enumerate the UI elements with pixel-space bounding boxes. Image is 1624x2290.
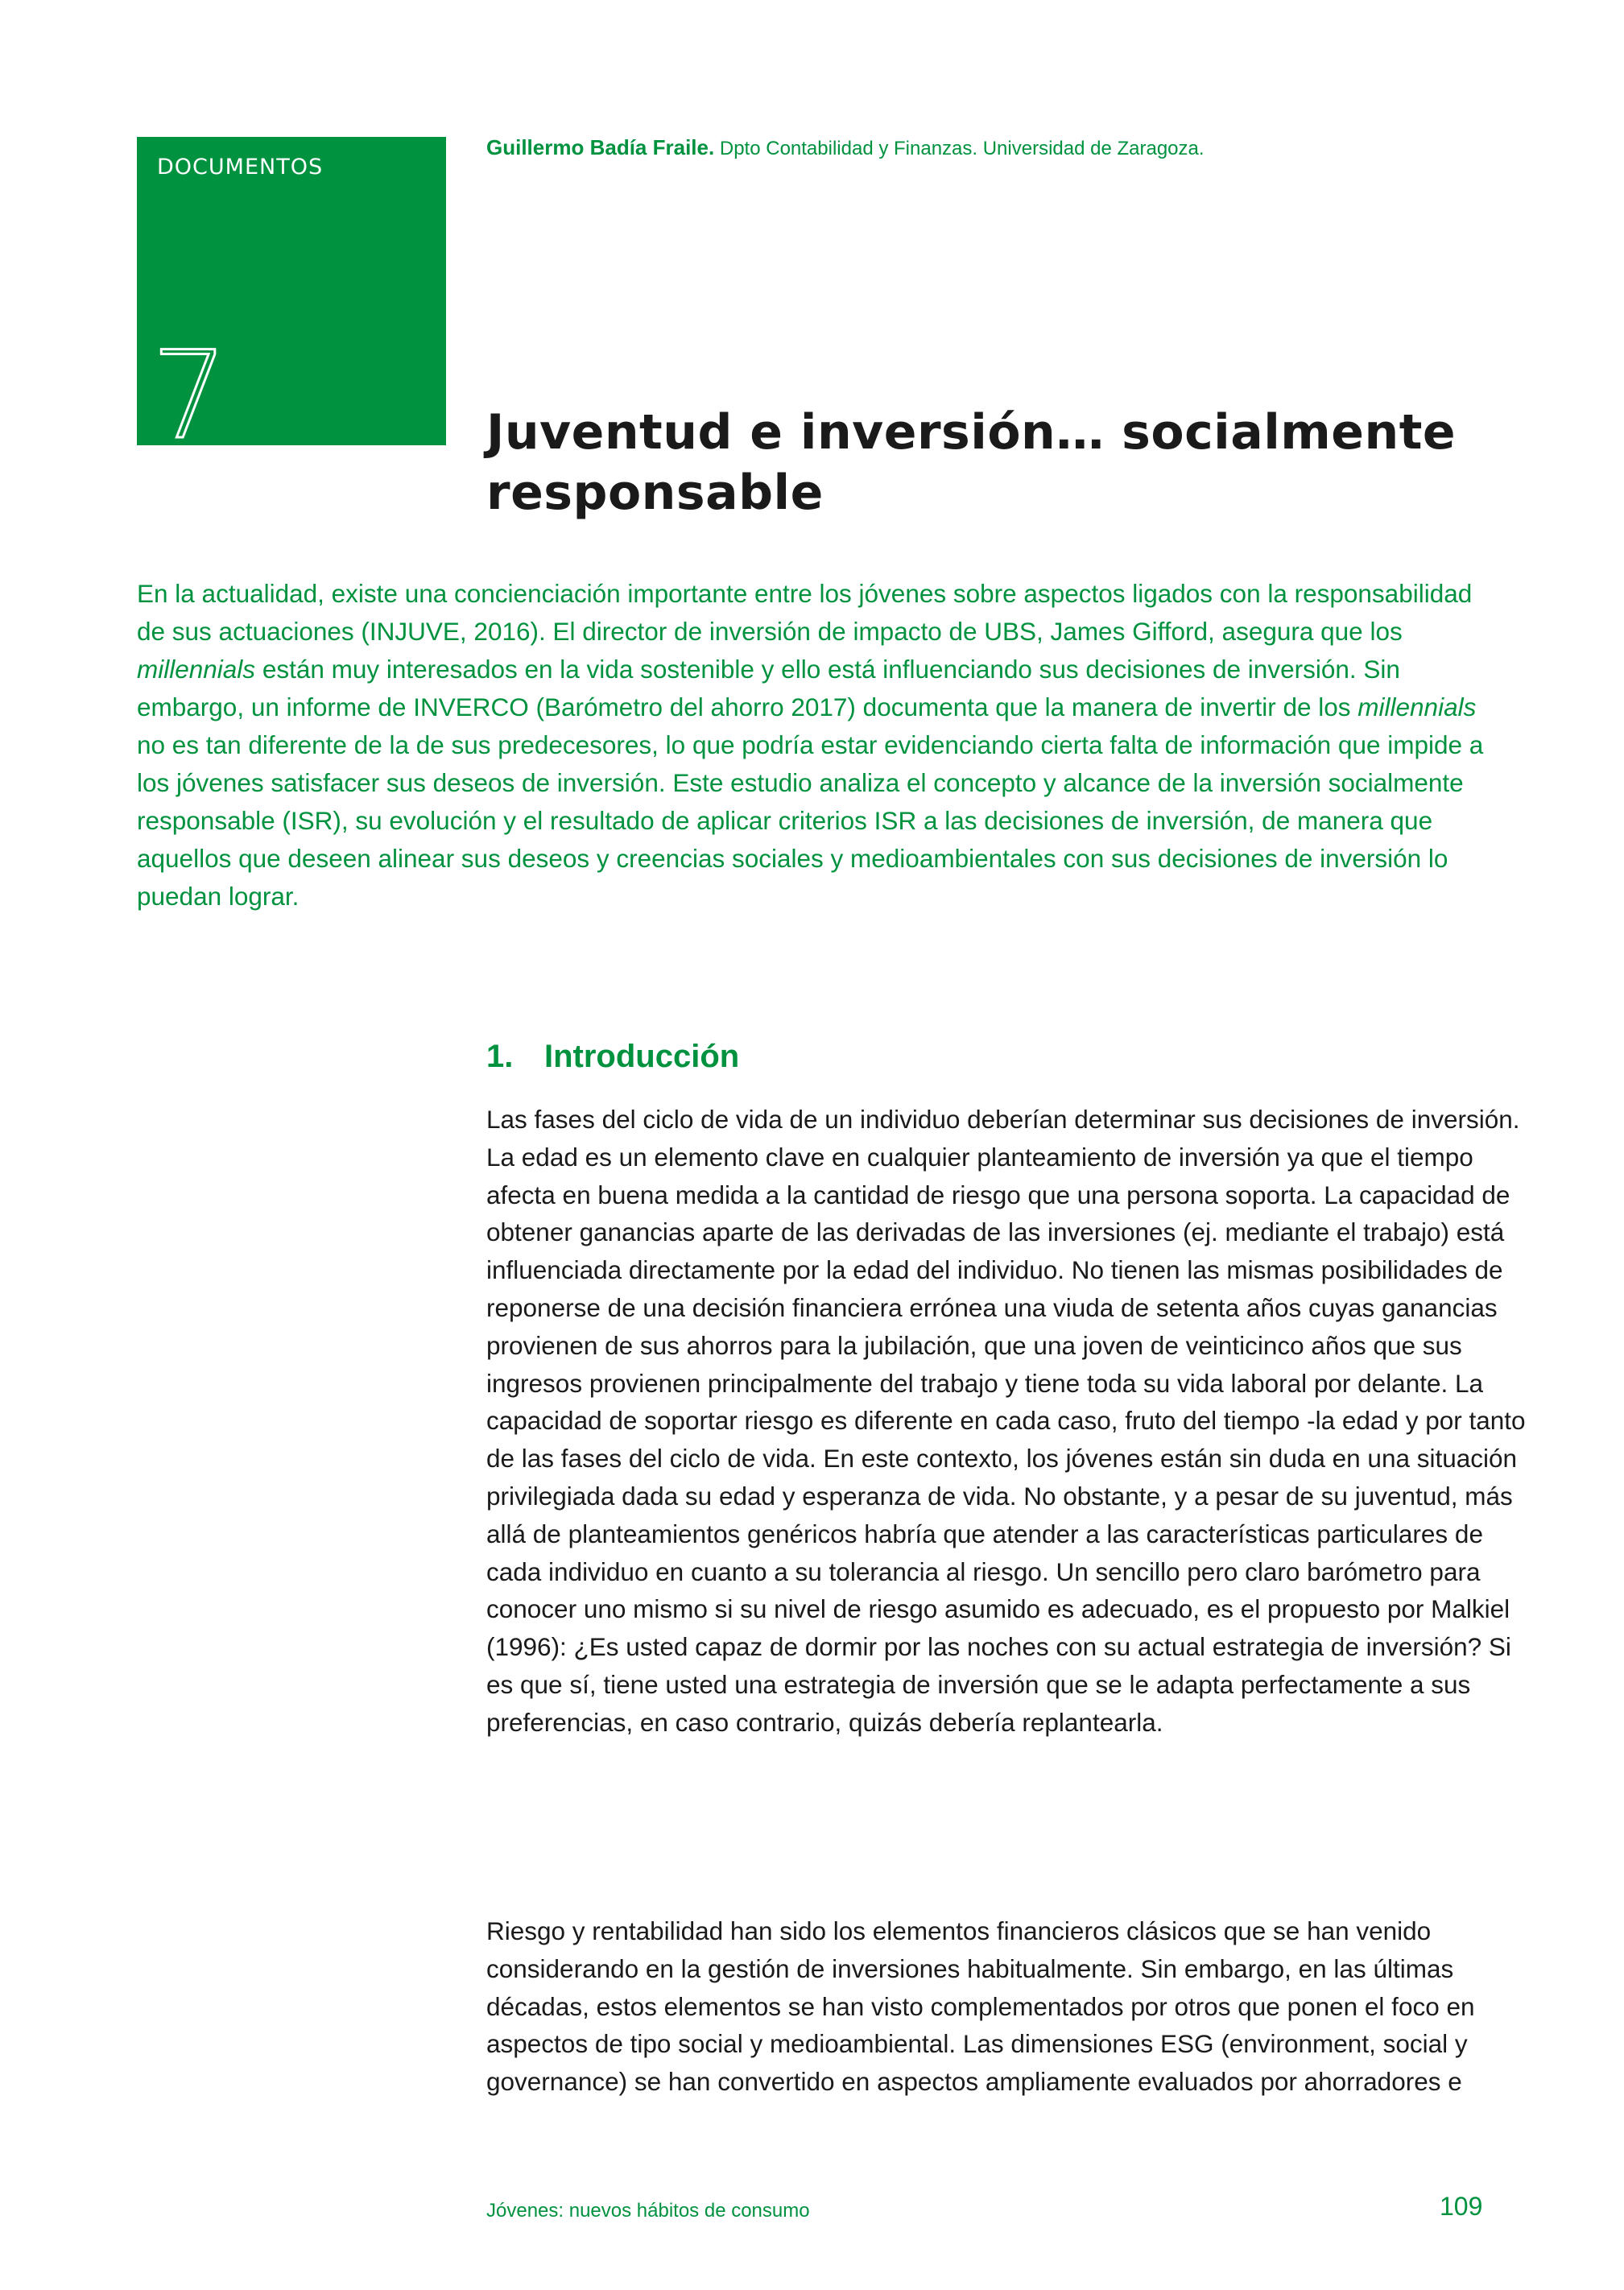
- body-paragraph: Riesgo y rentabilidad han sido los elementos financieros clásicos que se han venido considerando en la gestión de inversiones habitualmente. Sin embargo, en las últimas décadas, estos elementos se han visto complementados por otros que ponen el foco en aspectos de tipo social y medioambiental. Las dimensiones ESG (environment, social y governance) se han convertido en aspectos ampliamente evaluados por ahorradores e: [486, 1916, 1475, 2097]
- abstract-italic-term: millennials: [137, 655, 256, 684]
- footer-publication-title: Jóvenes: nuevos hábitos de consumo: [486, 2200, 810, 2222]
- page-number: 109: [1440, 2192, 1483, 2221]
- section-title: Introducción: [544, 1039, 740, 1074]
- section-label: DOCUMENTOS: [157, 155, 324, 180]
- author-line: [486, 135, 1205, 160]
- abstract-italic-term: millennials: [1357, 692, 1477, 721]
- abstract-text: están muy interesados en la vida sostenible y ello está influenciando sus decisiones de inversión. Sin embargo, un informe de INVERCO (Barómetro del ahorro 2017) documenta que la manera de invertir de los: [137, 655, 1400, 721]
- section-number: 1.: [486, 1039, 514, 1074]
- author-name: Guillermo Badía Fraile.: [486, 135, 715, 159]
- abstract-text: no es tan diferente de la de sus predecesores, lo que podría estar evidenciando cierta falta de información que impide a los jóvenes satisfacer sus deseos de inversión. Este estudio analiza el concepto y alcance de la inversión socialmente responsable (ISR), su evolución y el resultado de aplicar criterios ISR a las decisiones de inversión, de manera que aquellos que deseen alinear sus deseos y creencias sociales y medioambientales con sus decisiones de inversión lo puedan lograr.: [137, 730, 1484, 911]
- chapter-number: 7: [151, 326, 229, 466]
- author-affiliation: Dpto Contabilidad y Finanzas. Universidad de Zaragoza.: [719, 138, 1205, 159]
- section-banner: [137, 137, 446, 466]
- body-paragraph: Las fases del ciclo de vida de un individuo deberían determinar sus decisiones de inversión. La edad es un elemento clave en cualquier planteamiento de inversión ya que el tiempo afecta en buena medida a la cantidad de riesgo que una persona soporta. La capacidad de obtener ganancias aparte de las derivadas de las inversiones (ej. mediante el trabajo) está influenciada directamente por la edad del individuo. No tienen las mismas posibilidades de reponerse de una decisión financiera errónea una viuda de setenta años cuyas ganancias provienen de sus ahorros para la jubilación, que una joven de veinticinco años que sus ingresos provienen principalmente del trabajo y tiene toda su vida laboral por delante. La capacidad de soportar riesgo es diferente en cada caso, fruto del tiempo -la edad y por tanto de las fases del ciclo de vida. En este contexto, los jóvenes están sin duda en una situación privilegiada dada su edad y esperanza de vida. No obstante, y a pesar de su juventud, más allá de planteamientos genéricos habría que atender a las características particulares de cada individuo en cuanto a su tolerancia al riesgo. Un sencillo pero claro barómetro para conocer uno mismo si su nivel de riesgo asumido es adecuado, es el propuesto por Malkiel (1996): ¿Es usted capaz de dormir por las noches con su actual estrategia de inversión? Si es que sí, tiene usted una estrategia de inversión que se le adapta perfectamente a sus preferencias, en caso contrario, quizás debería replantearla.: [486, 1105, 1526, 1737]
- section-heading: [486, 1039, 739, 1075]
- article-title: Juventud e inversión… socialmente responsable: [486, 404, 1457, 521]
- abstract-text: En la actualidad, existe una concienciación importante entre los jóvenes sobre aspectos ligados con la responsabilidad de sus actuaciones (INJUVE, 2016). El director de inversión de impacto de UBS, James Gifford, asegura que los: [137, 579, 1473, 646]
- article-abstract: [137, 575, 1506, 916]
